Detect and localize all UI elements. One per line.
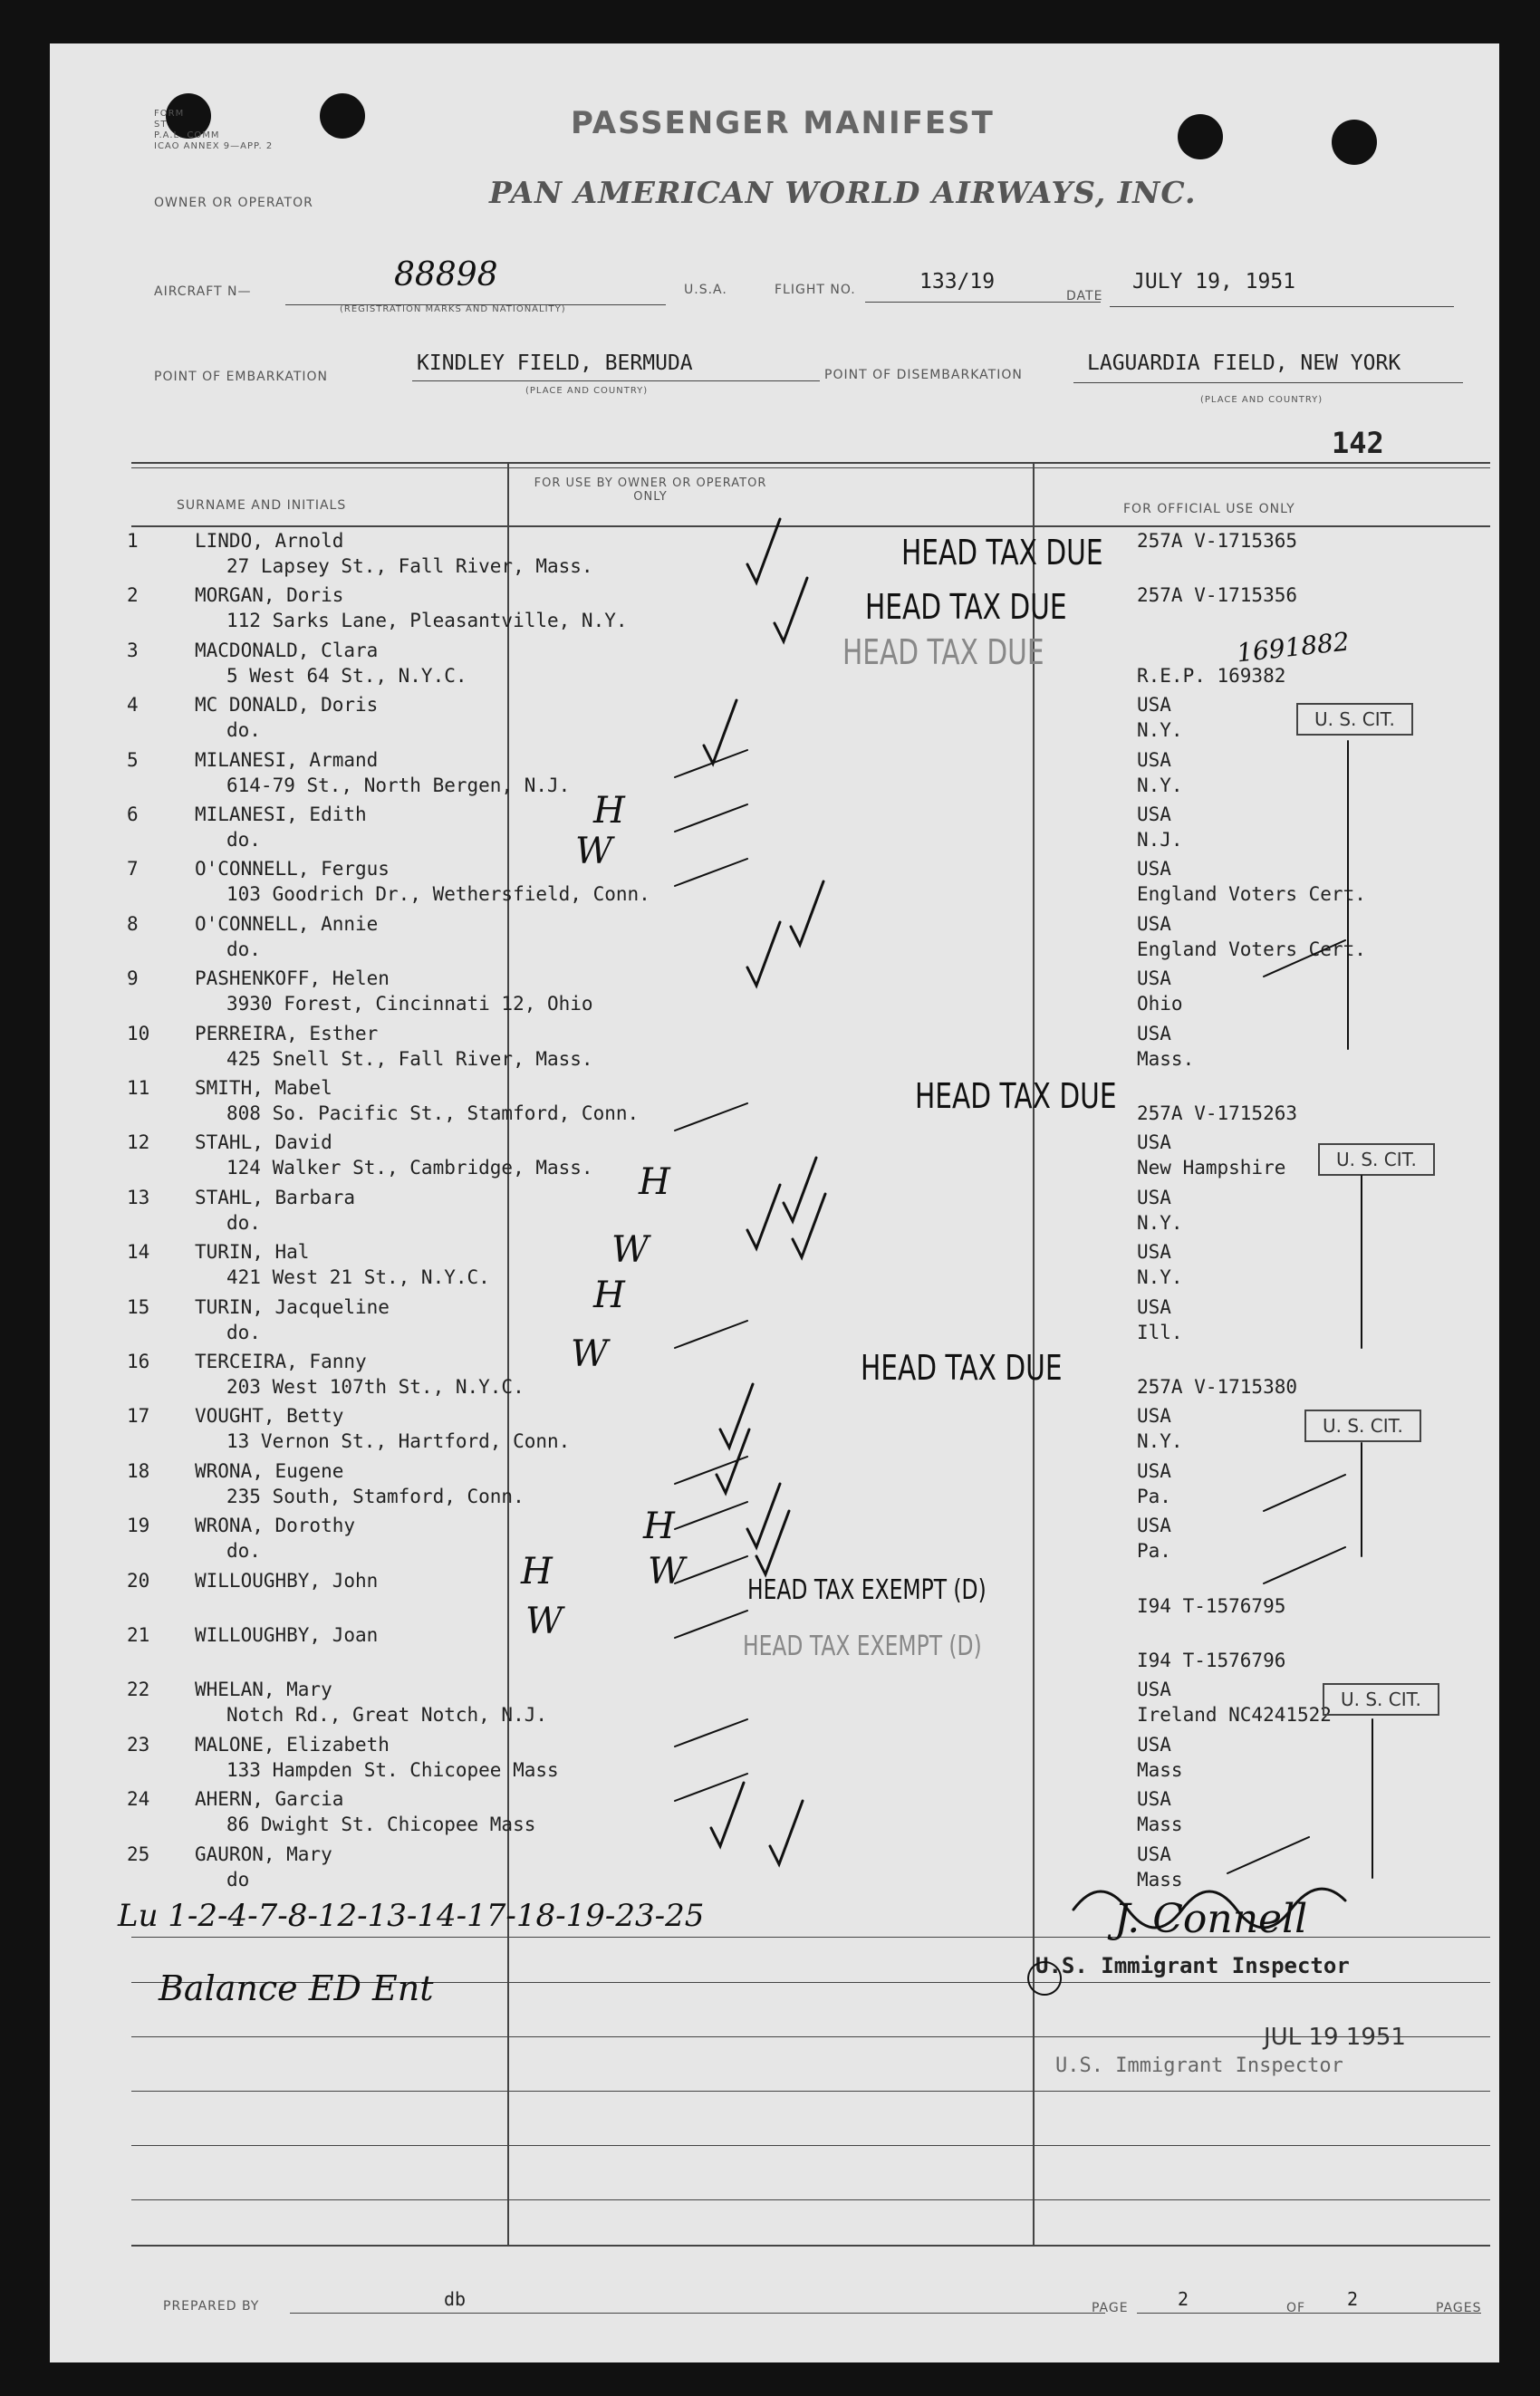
row-number: 4: [127, 694, 139, 717]
pages-label: PAGES: [1436, 2301, 1482, 2315]
official-line-1: USA: [1137, 748, 1171, 771]
slash-mark: [675, 1611, 747, 1638]
col-header-owner-text: FOR USE BY OWNER OR OPERATOR ONLY: [534, 476, 767, 504]
disembark-label: POINT OF DISEMBARKATION: [824, 368, 1023, 382]
official-line-2: N.Y.: [1137, 774, 1183, 796]
handwritten-initial: H: [593, 1275, 625, 1316]
slash-mark: [675, 1774, 747, 1801]
us-cit-stamp: U. S. CIT.: [1323, 1683, 1439, 1716]
row-number: 9: [127, 967, 139, 990]
page-title: PASSENGER MANIFEST: [571, 105, 995, 141]
slash-mark: [1264, 1547, 1345, 1583]
row-number: 2: [127, 584, 139, 607]
official-line-2: Mass: [1137, 1868, 1183, 1891]
corner-line: P.A.L. COMM: [154, 130, 220, 140]
slash-mark: [1264, 1475, 1345, 1511]
disembark-place: LAGUARDIA FIELD, NEW YORK: [1087, 351, 1401, 375]
head-tax-exempt-stamp: HEAD TAX EXEMPT (D): [743, 1631, 982, 1662]
corner-line: FORM: [154, 109, 185, 119]
check-mark-icon: [747, 519, 780, 582]
check-mark-icon: [747, 922, 780, 986]
check-mark-icon: [704, 700, 736, 764]
head-tax-due-stamp: HEAD TAX DUE: [915, 1076, 1117, 1116]
official-line-2: 257A V-1715380: [1137, 1376, 1298, 1398]
row-number: 23: [127, 1733, 150, 1756]
company-name: PAN AMERICAN WORLD AIRWAYS, INC.: [489, 175, 1197, 210]
us-cit-stamp: U. S. CIT.: [1296, 703, 1413, 736]
passenger-address: 27 Lapsey St., Fall River, Mass.: [226, 555, 593, 577]
page-label: PAGE: [1092, 2301, 1129, 2315]
head-tax-due-stamp: HEAD TAX DUE: [842, 632, 1044, 672]
slash-mark: [675, 1502, 747, 1529]
check-mark-icon: [784, 1158, 816, 1221]
check-mark-icon: [720, 1384, 753, 1448]
slash-mark: [675, 1719, 747, 1746]
check-mark-icon: [770, 1801, 803, 1864]
handwritten-initial: H: [639, 1161, 670, 1203]
row-number: 21: [127, 1624, 150, 1646]
check-mark-icon: [747, 1185, 780, 1248]
official-line-2: Mass: [1137, 1758, 1183, 1781]
passenger-name: O'CONNELL, Fergus: [195, 858, 390, 880]
passenger-address: 103 Goodrich Dr., Wethersfield, Conn.: [226, 883, 650, 906]
row-number: 24: [127, 1788, 150, 1811]
head-tax-exempt-stamp: HEAD TAX EXEMPT (D): [747, 1574, 987, 1606]
inspector-date-stamp: JUL 19 1951: [1264, 2024, 1406, 2051]
passenger-address: do.: [226, 1540, 261, 1563]
prepared-by-label: PREPARED BY: [163, 2299, 260, 2314]
passenger-name: PASHENKOFF, Helen: [195, 967, 390, 990]
slash-mark: [675, 1103, 747, 1131]
official-line-1: USA: [1137, 1022, 1171, 1044]
slash-mark: [675, 1321, 747, 1348]
official-line-1: USA: [1137, 694, 1171, 717]
official-line-1: USA: [1137, 912, 1171, 935]
date-label: DATE: [1066, 289, 1103, 303]
handwritten-balance-note: Balance ED Ent: [159, 1968, 434, 2008]
slash-mark: [1264, 940, 1345, 977]
passenger-name: GAURON, Mary: [195, 1843, 332, 1865]
row-number: 5: [127, 748, 139, 771]
official-line-2: Ireland NC4241522: [1137, 1704, 1332, 1727]
passenger-address: do.: [226, 1211, 261, 1234]
handwritten-initial: H: [521, 1551, 553, 1593]
us-cit-stamp: U. S. CIT.: [1304, 1410, 1421, 1442]
passenger-name: MACDONALD, Clara: [195, 639, 379, 661]
row-number: 3: [127, 639, 139, 661]
official-line-2: Pa.: [1137, 1540, 1171, 1563]
passenger-name: WRONA, Eugene: [195, 1459, 344, 1482]
official-line-2: N.Y.: [1137, 1430, 1183, 1453]
slash-mark: [675, 859, 747, 886]
inspector-label: U.S. Immigrant Inspector: [1035, 1953, 1350, 1978]
row-number: 10: [127, 1022, 150, 1044]
row-number: 6: [127, 803, 139, 825]
disembark-caption: (PLACE AND COUNTRY): [1200, 395, 1323, 405]
passenger-name: VOUGHT, Betty: [195, 1405, 344, 1428]
passenger-name: O'CONNELL, Annie: [195, 912, 379, 935]
usa-label: U.S.A.: [684, 283, 727, 297]
passenger-address: 425 Snell St., Fall River, Mass.: [226, 1047, 593, 1070]
flight-label: FLIGHT NO.: [775, 283, 856, 297]
handwritten-prefix: Lu: [118, 1898, 168, 1934]
passenger-address: 5 West 64 St., N.Y.C.: [226, 664, 467, 687]
corner-line: ICAO ANNEX 9—APP. 2: [154, 141, 274, 151]
passenger-name: PERREIRA, Esther: [195, 1022, 379, 1044]
col-header-official: FOR OFFICIAL USE ONLY: [1123, 502, 1295, 516]
passenger-name: STAHL, David: [195, 1131, 332, 1154]
passenger-address: 86 Dwight St. Chicopee Mass: [226, 1814, 536, 1836]
official-line-2: Pa.: [1137, 1485, 1171, 1507]
embark-place: KINDLEY FIELD, BERMUDA: [417, 351, 693, 375]
official-line-2: I94 T-1576796: [1137, 1650, 1286, 1671]
slash-mark: [1227, 1837, 1309, 1873]
aircraft-label: AIRCRAFT N—: [154, 284, 252, 299]
check-mark-icon: [775, 578, 807, 641]
page-value: 2: [1178, 2288, 1189, 2310]
embark-caption: (PLACE AND COUNTRY): [525, 386, 649, 396]
inspector-label-stamp: U.S. Immigrant Inspector: [1055, 2054, 1343, 2077]
slash-mark: [675, 1457, 747, 1484]
official-line-2: England Voters Cert.: [1137, 938, 1366, 960]
passenger-name: AHERN, Garcia: [195, 1788, 344, 1811]
handwritten-row-list-text: 1-2-4-7-8-12-13-14-17-18-19-23-25: [168, 1898, 705, 1934]
row-number: 20: [127, 1569, 150, 1592]
manifest-sheet: [50, 43, 1499, 2362]
official-line-1: USA: [1137, 1843, 1171, 1865]
passenger-name: WILLOUGHBY, Joan: [195, 1624, 379, 1646]
passenger-name: MALONE, Elizabeth: [195, 1733, 390, 1756]
embark-label: POINT OF EMBARKATION: [154, 370, 329, 384]
passenger-name: TERCEIRA, Fanny: [195, 1351, 367, 1372]
official-line-2: I94 T-1576795: [1137, 1594, 1286, 1617]
official-line-2: N.J.: [1137, 829, 1183, 851]
handwritten-marks: [50, 43, 1499, 2362]
aircraft-caption: (REGISTRATION MARKS AND NATIONALITY): [340, 304, 566, 314]
passenger-name: SMITH, Mabel: [195, 1077, 332, 1099]
passenger-address: 614-79 St., North Bergen, N.J.: [226, 774, 571, 796]
passenger-name: MC DONALD, Doris: [195, 694, 379, 717]
slash-mark: [675, 804, 747, 832]
aircraft-number: 88898: [394, 256, 498, 293]
handwritten-initial: W: [575, 831, 613, 872]
official-line-2: R.E.P. 169382: [1137, 664, 1286, 687]
passenger-address: do.: [226, 938, 261, 960]
row-number: 11: [127, 1077, 150, 1099]
passenger-address: 808 So. Pacific St., Stamford, Conn.: [226, 1102, 640, 1124]
row-number: 8: [127, 912, 139, 935]
official-line-1: USA: [1137, 1131, 1171, 1154]
official-line-1: USA: [1137, 858, 1171, 880]
circle-mark: [1028, 1962, 1061, 1995]
official-line-1: USA: [1137, 1459, 1171, 1482]
official-line-2: New Hampshire: [1137, 1157, 1286, 1179]
passenger-address: do.: [226, 829, 261, 851]
passenger-name: WRONA, Dorothy: [195, 1515, 356, 1537]
official-line-1: USA: [1137, 1241, 1171, 1264]
check-mark-icon: [791, 881, 823, 945]
row-number: 25: [127, 1843, 150, 1865]
col-header-surname: SURNAME AND INITIALS: [177, 498, 347, 513]
passenger-name: WILLOUGHBY, John: [195, 1569, 379, 1592]
official-line-2: N.Y.: [1137, 1266, 1183, 1289]
flight-number: 133/19: [919, 270, 996, 293]
row-number: 14: [127, 1241, 150, 1264]
official-line-2: Mass.: [1137, 1047, 1195, 1070]
head-tax-due-stamp: HEAD TAX DUE: [865, 587, 1067, 627]
official-line-1: USA: [1137, 967, 1171, 990]
official-line-1: USA: [1137, 1515, 1171, 1537]
prepared-by-value: db: [444, 2288, 467, 2310]
head-tax-due-stamp: HEAD TAX DUE: [901, 533, 1103, 573]
row-number: 18: [127, 1459, 150, 1482]
passenger-address: Notch Rd., Great Notch, N.J.: [226, 1704, 548, 1727]
inspector-signature: J. Connell: [1114, 1896, 1308, 1942]
passenger-name: TURIN, Hal: [195, 1241, 310, 1264]
passenger-address: 13 Vernon St., Hartford, Conn.: [226, 1430, 571, 1453]
official-line-1: USA: [1137, 1186, 1171, 1208]
official-line-1: USA: [1137, 1788, 1171, 1811]
passenger-address: 235 South, Stamford, Conn.: [226, 1485, 525, 1507]
official-line-1: USA: [1137, 1405, 1171, 1428]
row-number: 7: [127, 858, 139, 880]
passenger-address: 133 Hampden St. Chicopee Mass: [226, 1758, 559, 1781]
corner-line: ST: [154, 120, 168, 130]
of-label: OF: [1286, 2301, 1306, 2315]
official-line-1: USA: [1137, 1295, 1171, 1318]
signature-flourish: [1073, 1889, 1345, 1928]
check-mark-icon: [756, 1511, 789, 1574]
handwritten-initial: H: [593, 790, 625, 832]
passenger-address: do: [226, 1868, 250, 1891]
passenger-name: WHELAN, Mary: [195, 1679, 332, 1701]
check-mark-icon: [711, 1783, 744, 1846]
official-line-1: USA: [1137, 1679, 1171, 1701]
passenger-name: TURIN, Jacqueline: [195, 1295, 390, 1318]
page-number: 142: [1332, 426, 1384, 460]
official-line-2: 257A V-1715263: [1137, 1102, 1298, 1124]
official-line-1: USA: [1137, 1733, 1171, 1756]
check-mark-icon: [747, 1484, 780, 1547]
official-line-2: Ohio: [1137, 993, 1183, 1015]
passenger-address: 421 West 21 St., N.Y.C.: [226, 1266, 490, 1289]
handwritten-initial: H: [643, 1506, 675, 1547]
flight-date: JULY 19, 1951: [1132, 270, 1296, 293]
slash-mark: [675, 750, 747, 777]
handwritten-number: 1691882: [1235, 626, 1352, 669]
official-line-1: 257A V-1715365: [1137, 530, 1298, 552]
passenger-address: do.: [226, 719, 261, 742]
passenger-name: STAHL, Barbara: [195, 1186, 356, 1208]
passenger-address: 112 Sarks Lane, Pleasantville, N.Y.: [226, 610, 628, 632]
owner-label: OWNER OR OPERATOR: [154, 196, 313, 210]
official-line-2: N.Y.: [1137, 1211, 1183, 1234]
passenger-address: do.: [226, 1321, 261, 1343]
official-line-2: Ill.: [1137, 1321, 1183, 1343]
official-line-1: 257A V-1715356: [1137, 584, 1298, 607]
row-number: 15: [127, 1295, 150, 1318]
passenger-name: MILANESI, Edith: [195, 803, 367, 825]
of-value: 2: [1347, 2288, 1359, 2310]
row-number: 1: [127, 530, 139, 552]
official-line-2: Mass: [1137, 1814, 1183, 1836]
row-number: 13: [127, 1186, 150, 1208]
row-number: 12: [127, 1131, 150, 1154]
row-number: 17: [127, 1405, 150, 1428]
passenger-address: 203 West 107th St., N.Y.C.: [226, 1376, 525, 1398]
handwritten-initial: W: [571, 1333, 609, 1375]
head-tax-due-stamp: HEAD TAX DUE: [861, 1348, 1063, 1388]
official-line-2: N.Y.: [1137, 719, 1183, 742]
official-line-2: England Voters Cert.: [1137, 883, 1366, 906]
handwritten-initial: W: [611, 1229, 650, 1271]
passenger-name: MORGAN, Doris: [195, 584, 344, 607]
slash-mark: [675, 1556, 747, 1583]
row-number: 22: [127, 1679, 150, 1701]
passenger-address: 124 Walker St., Cambridge, Mass.: [226, 1157, 593, 1179]
passenger-name: MILANESI, Armand: [195, 748, 379, 771]
row-number: 16: [127, 1351, 150, 1372]
handwritten-initial: W: [648, 1551, 686, 1593]
passenger-name: LINDO, Arnold: [195, 530, 344, 552]
us-cit-stamp: U. S. CIT.: [1318, 1143, 1435, 1176]
handwritten-initial: W: [525, 1601, 563, 1642]
official-line-1: USA: [1137, 803, 1171, 825]
passenger-address: 3930 Forest, Cincinnati 12, Ohio: [226, 993, 593, 1015]
check-mark-icon: [793, 1194, 825, 1257]
row-number: 19: [127, 1515, 150, 1537]
